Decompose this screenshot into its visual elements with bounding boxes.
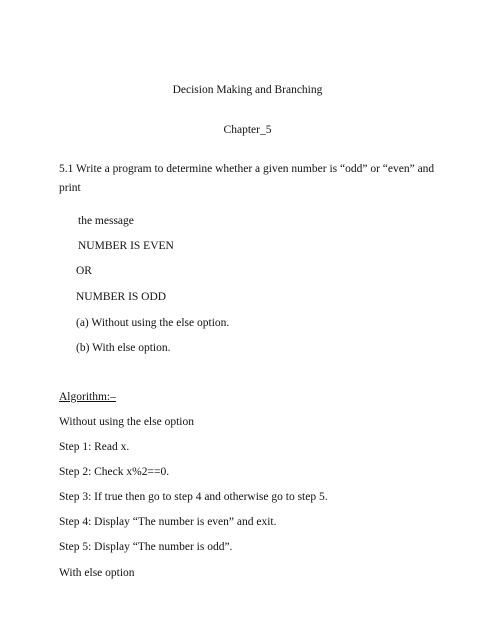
step-1: Step 1: Read x. <box>59 441 130 453</box>
step-3: Step 3: If true then go to step 4 and otherwise go to step 5. <box>59 491 328 503</box>
question-text-line-2: print <box>59 182 81 194</box>
message-intro: the message <box>78 215 134 227</box>
message-even: NUMBER IS EVEN <box>78 240 174 252</box>
without-else-heading: Without using the else option <box>59 416 194 428</box>
with-else-heading: With else option <box>59 567 135 579</box>
step-2: Step 2: Check x%2==0. <box>59 466 170 478</box>
step-5: Step 5: Display “The number is odd”. <box>59 541 233 553</box>
option-a: (a) Without using the else option. <box>76 317 230 329</box>
message-or: OR <box>76 265 92 277</box>
question-text-line-1: 5.1 Write a program to determine whether a given number is “odd” or “even” and <box>59 163 435 175</box>
document-title: Decision Making and Branching <box>172 84 323 96</box>
algorithm-heading: Algorithm:– <box>59 391 116 403</box>
chapter-heading: Chapter_5 <box>223 124 272 136</box>
message-odd: NUMBER IS ODD <box>76 291 167 303</box>
step-4: Step 4: Display “The number is even” and exit. <box>59 516 277 528</box>
option-b: (b) With else option. <box>76 342 171 354</box>
